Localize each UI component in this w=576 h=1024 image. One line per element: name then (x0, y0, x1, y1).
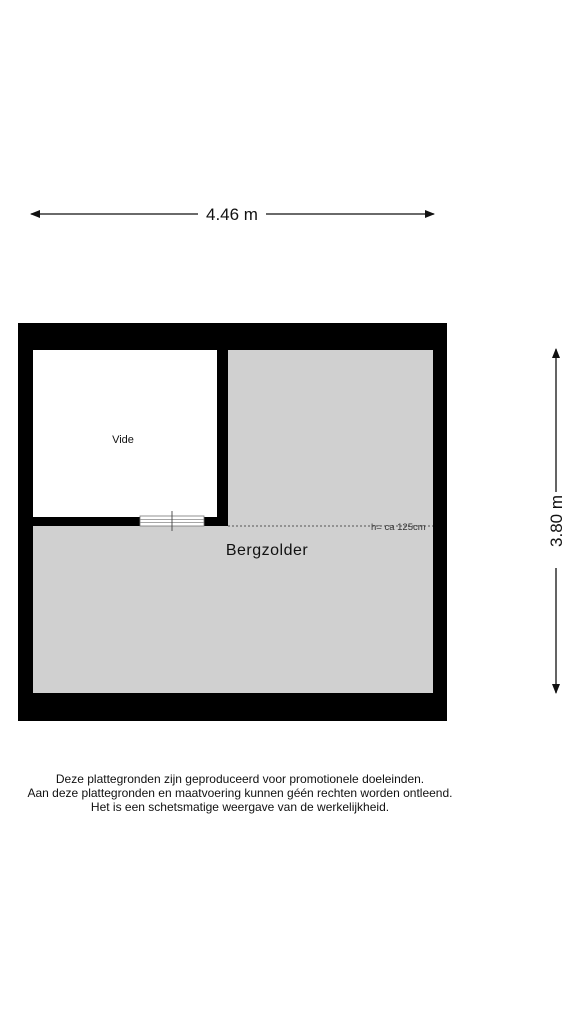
height-dimension (547, 349, 566, 693)
disclaimer (0, 772, 480, 814)
height-note: h= ca 125cm (371, 522, 426, 533)
height-dimension-label: 3.80 m (547, 495, 566, 547)
width-dimension-label: 4.46 m (206, 205, 258, 224)
bergzolder-label: Bergzolder (225, 542, 309, 559)
width-dimension (31, 205, 434, 224)
disclaimer-line-1: Deze plattegronden zijn geproduceerd voor promotionele doeleinden. (55, 772, 425, 786)
disclaimer-line-3: Het is een schetsmatige weergave van de werkelijkheid. (90, 800, 390, 814)
disclaimer-line-2: Aan deze plattegronden en maatvoering kunnen géén rechten worden ontleend. (27, 786, 453, 800)
vide-label: Vide (112, 434, 134, 446)
